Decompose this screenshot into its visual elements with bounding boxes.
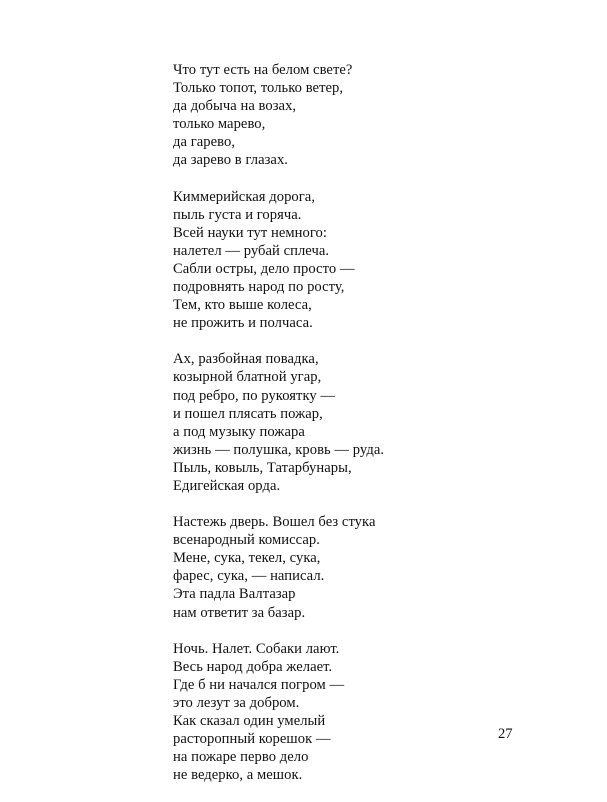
stanza-1 <box>173 61 533 170</box>
poem-line: Киммерийская дорога, <box>173 188 316 205</box>
stanza-4 <box>173 513 533 622</box>
poem-line: расторопный корешок — <box>173 731 331 748</box>
poem-line: Мене, сука, текел, сука, <box>173 550 321 567</box>
poem-line: Сабли остры, дело просто — <box>173 260 355 277</box>
poem-line: Пыль, ковыль, Татарбунары, <box>173 459 352 476</box>
poem-line: подровнять народ по росту, <box>173 279 345 296</box>
poem-line: Тем, кто выше колеса, <box>173 297 312 314</box>
poem-line: Только топот, только ветер, <box>173 80 344 97</box>
poem-line: Что тут есть на белом свете? <box>173 62 353 78</box>
poem-line: Где б ни начался погром — <box>173 676 345 693</box>
poem-line: а под музыку пожара <box>173 423 305 440</box>
poem-line: Ах, разбойная повадка, <box>173 351 319 368</box>
poem-line: жизнь — полушка, кровь — руда. <box>173 441 385 458</box>
poem-line: пыль густа и горяча. <box>173 206 302 223</box>
poem-line: Настежь дверь. Вошел без стука <box>173 514 376 531</box>
poem-line: Всей науки тут немного: <box>173 224 327 241</box>
poem-line: Как сказал один умелый <box>173 713 326 729</box>
poem-line: только марево, <box>173 116 266 133</box>
poem-line: Едигейская орда. <box>173 477 281 494</box>
poem-line: налетел — рубай сплеча. <box>173 242 330 259</box>
stanza-3 <box>173 350 533 495</box>
poem-line: козырной блатной угар, <box>173 369 322 386</box>
page-number: 27 <box>498 726 513 742</box>
poem-line: на пожаре перво дело <box>173 749 309 766</box>
poem-line: и пошел плясать пожар, <box>173 405 323 422</box>
poem-line: Весь народ добра желает. <box>173 658 333 675</box>
poem-line: да добыча на возах, <box>173 98 297 115</box>
poem-line: всенародный комиссар. <box>173 532 320 549</box>
poem-line: Ночь. Налет. Собаки лают. <box>173 640 340 657</box>
poem-line: да гарево, <box>173 134 236 151</box>
stanza-5 <box>173 640 533 785</box>
poem-line: нам ответит за базар. <box>173 604 306 621</box>
poem-line: под ребро, по рукоятку — <box>173 387 336 404</box>
poem-line: это лезут за добром. <box>173 694 300 711</box>
poem-line: да зарево в глазах. <box>173 152 288 169</box>
poem-line: фарес, сука, — написал. <box>173 568 325 585</box>
poem-line: не прожить и полчаса. <box>173 315 313 332</box>
poem-line: не ведерко, а мешок. <box>173 767 303 784</box>
stanza-2 <box>173 188 533 333</box>
poem-line: Эта падла Валтазар <box>173 586 296 603</box>
poem <box>173 61 533 802</box>
